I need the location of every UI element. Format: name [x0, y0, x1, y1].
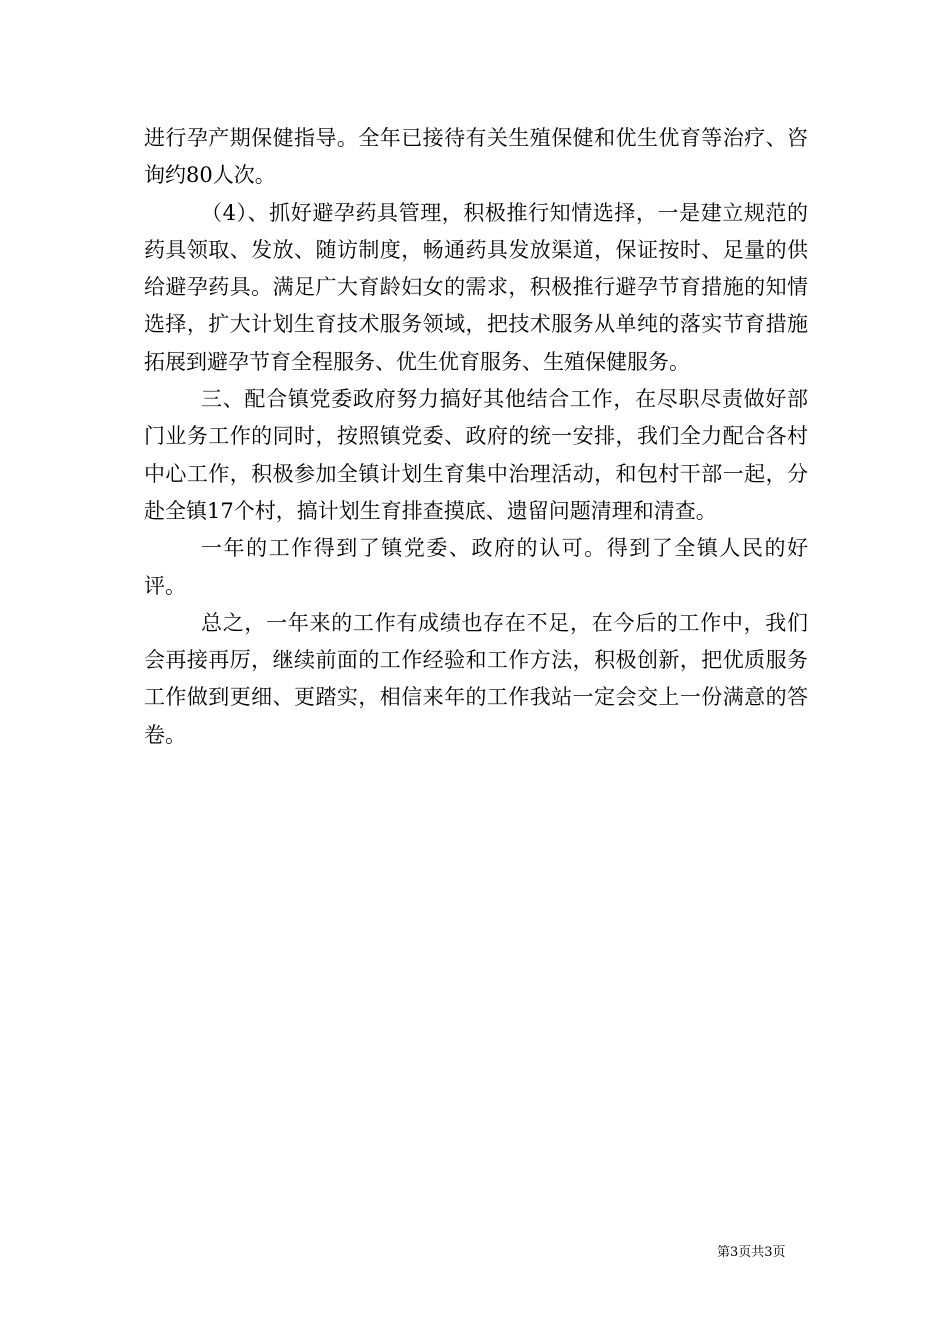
- document-body: [144, 120, 808, 754]
- paragraph-cooperation-work: 三、配合镇党委政府努力搞好其他结合工作，在尽职尽责做好部门业务工作的同时，按照镇党委、政府的统一安排，我们全力配合各村中心工作，积极参加全镇计划生育集中治理活动，和包村干部一起，分赴全镇17个村，搞计划生育排查摸底、遗留问题清理和清查。: [144, 387, 808, 523]
- paragraph-continuation: 进行孕产期保健指导。全年已接待有关生殖保健和优生优育等治疗、咨询约80人次。: [144, 126, 808, 188]
- paragraph-contraceptive-management: （4）、抓好避孕药具管理，积极推行知情选择，一是建立规范的药具领取、发放、随访制度，畅通药具发放渠道，保证按时、足量的供给避孕药具。满足广大育龄妇女的需求，积极推行避孕节育措施的知情选择，扩大计划生育技术服务领域，把技术服务从单纯的落实节育措施拓展到避孕节育全程服务、优生优育服务、生殖保健服务。: [144, 200, 808, 374]
- page-number-footer: 第3页共3页: [717, 1245, 786, 1260]
- paragraph-recognition: 一年的工作得到了镇党委、政府的认可。得到了全镇人民的好评。: [144, 536, 808, 598]
- paragraph-summary: 总之，一年来的工作有成绩也存在不足，在今后的工作中，我们会再接再厉，继续前面的工作经验和工作方法，积极创新，把优质服务工作做到更细、更踏实，相信来年的工作我站一定会交上一份满意的答卷。: [144, 610, 808, 747]
